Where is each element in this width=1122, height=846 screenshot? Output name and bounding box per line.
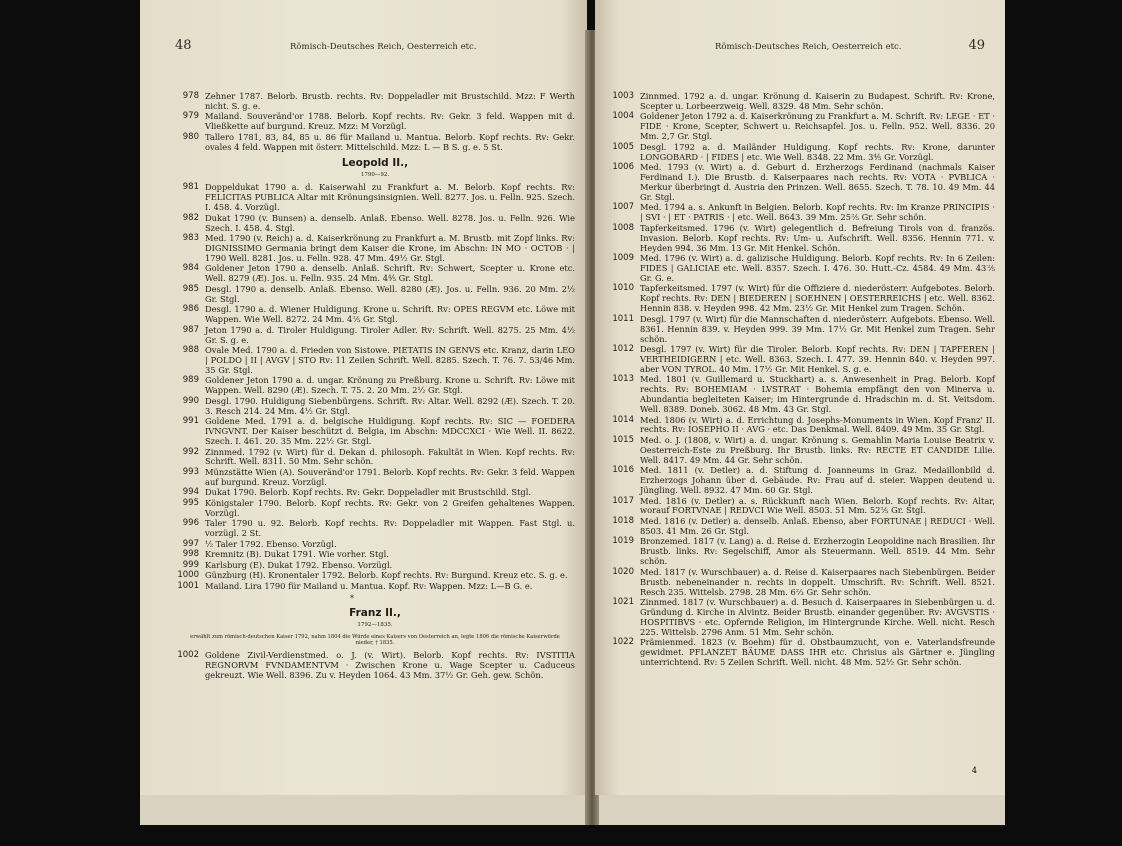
catalog-entry (175, 540, 575, 550)
entry-text: Kremnitz (B). Dukat 1791. Wie vorher. Stgl. (205, 549, 389, 560)
entry-text: Goldener Jeton 1792 a. d. Kaiserkrönung zu Frankfurt a. M. Schrift. Rv: LEGE · ET · FIDE · Krone, Scepter, Schwert u. Reichsapfel. Jos. u. Felln. 952. Well. 8336. 20 Mm. 2,7 Gr. Stgl. (640, 111, 995, 142)
catalog-entry (175, 264, 575, 284)
entry-number: 1016 (612, 465, 634, 476)
catalog-entry (175, 183, 575, 213)
entry-number: 990 (182, 395, 199, 406)
catalog-entry (610, 284, 995, 314)
catalog-entry (175, 112, 575, 132)
entry-text: Med. 1794 a. s. Ankunft in Belgien. Belorb. Kopf rechts. Rv: Im Kranze PRINCIPIS · | SVI · | ET · PATRIS · | etc. Well. 8643. 39 Mm. 25⅖ Gr. Sehr schön. (640, 202, 995, 223)
catalog-entry (610, 345, 995, 375)
entry-text: Med. 1816 (v. Detler) a. denselb. Anlaß. Ebenso, aber FORTUNAE | REDUCI · Well. 8503. 41 Mm. 26 Gr. Stgl. (640, 515, 995, 536)
catalog-entry (175, 92, 575, 112)
entry-number: 994 (182, 487, 199, 498)
catalog-entry (610, 203, 995, 223)
entry-number: 1013 (612, 374, 634, 385)
entry-number: 1015 (612, 434, 634, 445)
entry-text: Med. 1817 (v. Wurschbauer) a. d. Reise d. Kaiserpaares nach Siebenbürgen. Beider Brustb. nebeneinander n. rechts in doppelt. Umschrift. Rv: Schrift. Well. 8521. Resch 235. Wittelsb. 2798. 28 Mm. 6⅔ Gr. Sehr schön. (640, 566, 995, 597)
entry-text: Zinnmed. 1817 (v. Wurschbauer) a. d. Besuch d. Kaiserpaares in Siebenbürgen u. d. Gründung d. Kirche in Alvintz. Beider Brustb. einander gegenüber. Rv: AVGVSTIS · HOSPITIBVS · etc. Opfernde Religion, im Hintergrunde Kirche. Well. nicht. Resch 225. Wittelsb. 2796 Anm. 51 Mm. Sehr schön. (640, 597, 995, 637)
entry-number: 1012 (612, 344, 634, 354)
catalog-entry (175, 305, 575, 325)
catalog-entry (610, 163, 995, 203)
entry-number: 1000 (177, 570, 199, 581)
catalog-entry (610, 92, 995, 112)
catalog-entry (175, 651, 575, 681)
catalog-entry (175, 582, 575, 592)
entry-text: Mailand. Lira 1790 für Mailand u. Mantua. Kopf. Rv: Wappen. Mzz: L—B G. e. (205, 580, 533, 591)
entry-text: Med. 1790 (v. Reich) a. d. Kaiserkrönung zu Frankfurt a. M. Brustb. mit Zopf links. Rv: DIGNISSIMO Germania bringt dem Kaiser die Krone, im Abschn: IN MO · OCTOB · | 1790 Well. 8281. Jos. u. Felln. 928. 47 Mm. 49½ Gr. Stgl. (205, 233, 575, 263)
entry-number: 989 (182, 375, 199, 386)
left-page-number: 48 (175, 38, 192, 53)
catalog-entry (610, 598, 995, 638)
entries-c (175, 651, 575, 681)
catalog-entry (610, 254, 995, 284)
entry-number: 998 (182, 549, 199, 560)
entry-text: Doppeldukat 1790 a. d. Kaiserwahl zu Frankfurt a. M. Belorb. Kopf rechts. Rv: FELICITAS PUBLICA Altar mit Krönungsinsignien. Well. 8277. Jos. u. Felln. 925. Szech. I. 458. 4. Vorzügl. (205, 182, 575, 213)
entry-number: 987 (182, 324, 199, 335)
left-column (175, 92, 575, 682)
entry-text: Desgl. 1792 a. d. Mailänder Huldigung. Kopf rechts. Rv: Krone, darunter LONGOBARD · | FIDES | etc. Wie Well. 8348. 22 Mm. 3⅘ Gr. Vorzügl. (640, 141, 995, 162)
entry-text: Desgl. 1797 (v. Wirt) für die Tiroler. Belorb. Kopf rechts. Rv: DEN | TAPFEREN | VERTHEIDIGERN | etc. Well. 8363. Szech. I. 477. 39. Hennin 840. v. Heyden 997. aber VON TYROL. 40 Mm. 17½ Gr. Mit Henkel. S. g. e. (640, 344, 995, 374)
catalog-entry (175, 468, 575, 488)
entry-number: 1019 (612, 536, 634, 547)
left-running-header: Römisch-Deutsches Reich, Oesterreich etc. (290, 42, 477, 52)
catalog-entry (610, 416, 995, 436)
section-leopold (175, 156, 575, 181)
entry-text: Med. 1816 (v. Detler) a. s. Rückkunft nach Wien. Belorb. Kopf rechts. Rv: Altar, worauf FORTVNAE | REDVCI Wie Well. 8503. 51 Mm. 52⅖ Gr. Stgl. (640, 495, 995, 516)
entry-text: Jeton 1790 a. d. Tiroler Huldigung. Tiroler Adler. Rv: Schrift. Well. 8275. 25 Mm. 4½ Gr. S. g. e. (205, 324, 575, 345)
catalog-entry (610, 112, 995, 142)
entry-text: Bronzemed. 1817 (v. Lang) a. d. Reise d. Erzherzogin Leopoldine nach Brasilien. Ihr Brustb. links. Rv: Segelschiff, Amor als Steuermann. Well. 8519. 44 Mm. Sehr schön. (640, 536, 995, 567)
entry-number: 1001 (177, 580, 199, 591)
catalog-entry (610, 375, 995, 415)
entry-text: Goldene Zivil-Verdienstmed. o. J. (v. Wirt). Belorb. Kopf rechts. Rv: IVSTITIA REGNORVM FVNDAMENTVM · Zwischen Krone u. Wage Scepter u. Caduceus gekreuzt. Wie Well. 8396. Zu v. Heyden 1064. 43 Mm. 37½ Gr. Geh. gew. Schön. (205, 650, 575, 681)
entry-text: Tapferkeitsmed. 1797 (v. Wirt) für die Offiziere d. niederösterr. Aufgebotes. Belorb. Kopf rechts. Rv: DEN | BIEDEREN | SOEHNEN | OESTERREICHS | etc. Well. 8362. Hennin 838. v. Heyden 998. 42 Mm. 23½ Gr. Mit Henkel zum Tragen. Schön. (640, 283, 995, 314)
catalog-entry (175, 397, 575, 417)
entry-number: 1006 (612, 162, 634, 173)
catalog-entry (175, 499, 575, 519)
entries-b (175, 183, 575, 591)
entry-number: 1017 (612, 495, 634, 506)
entry-text: Königstaler 1790. Belorb. Kopf rechts. Rv: Gekr. von 2 Greifen gehaltenes Wappen. Vorzügl. (205, 497, 575, 518)
entry-text: Mailand. Souveränd'or 1788. Belorb. Kopf rechts. Rv: Gekr. 3 feld. Wappen mit d. Vließkette auf burgund. Kreuz. Mzz: M Vorzügl. (205, 111, 575, 132)
catalog-entry (175, 417, 575, 447)
entry-number: 1003 (612, 91, 634, 101)
left-page (140, 0, 587, 795)
entry-text: Goldene Med. 1791 a. d. belgische Huldigung. Kopf rechts. Rv: SIC — FOEDERA IVNGVNT. Der Kaiser beschützt d. Belgia, im Abschn: MDCCXCI · Wie Well. II. 8622. Szech. I. 461. 20. 35 Mm. 22½ Gr. Stgl. (205, 416, 575, 447)
entry-text: Ovale Med. 1790 a. d. Frieden von Sistowe. PIETATIS IN GENVS etc. Kranz, darin LEO | POLDO | II | AVGV | STO Rv: 11 Zeilen Schrift. Well. 8285. Szech. T. 76. 7. 53/46 Mm. 35 Gr. Stgl. (205, 345, 575, 375)
entry-text: Tallero 1781, 83, 84, 85 u. 86 für Mailand u. Mantua. Belorb. Kopf rechts. Rv: Gekr. ovales 4 feld. Wappen mit österr. Mittelschild. Mzz: L — B S. g. e. 5 St. (205, 131, 575, 152)
entry-number: 981 (182, 182, 199, 193)
entry-number: 986 (182, 304, 199, 315)
catalog-entry (175, 285, 575, 305)
entry-text: Med. 1796 (v. Wirt) a. d. galizische Huldigung. Belorb. Kopf rechts. Rv: In 6 Zeilen: FIDES | GALICIAE etc. Well. 8357. Szech. I. 476. 30. Hutt.-Cz. 4584. 49 Mm. 43⅖ Gr. G. e. (640, 253, 995, 283)
catalog-entry (610, 537, 995, 567)
catalog-entry (610, 315, 995, 345)
right-column (610, 92, 995, 669)
catalog-entry (610, 497, 995, 517)
entry-number: 997 (182, 538, 199, 549)
catalog-entry (610, 143, 995, 163)
entry-text: Zinnmed. 1792 (v. Wirt) für d. Dekan d. philosoph. Fakultät in Wien. Kopf rechts. Rv: Schrift. Well. 8311. 50 Mm. Sehr schön. (205, 446, 575, 467)
entry-text: Karlsburg (E). Dukat 1792. Ebenso. Vorzügl. (205, 559, 393, 570)
entry-text: Med. 1801 (v. Guillemard u. Stuckhart) a. s. Anwesenheit in Prag. Belorb. Kopf rechts. Rv: BOHEMIAM · LVSTRAT · Bohemia empfängt den von Minerva u. Abundantia begleiteten Kaiser; im Hintergrunde d. Hradschin m. d. St. Veitsdom. Well. 8389. Doneb. 3062. 48 Mm. 43 Gr. Stgl. (640, 374, 995, 415)
entry-text: Med. 1806 (v. Wirt) a. d. Errichtung d. Josephs-Monuments in Wien. Kopf Franz' II. rechts. Rv: IOSEPHO II · AVG · etc. Das Denkmal. Well. 8409. 49 Mm. 35 Gr. Stgl. (640, 414, 995, 435)
catalog-entry (175, 133, 575, 153)
entry-text: Goldener Jeton 1790 a. d. ungar. Krönung zu Preßburg. Krone u. Schrift. Rv: Löwe mit Wappen. Well. 8290 (Æ). Szech. T. 75. 2. 20 Mm. 2½ Gr. Stgl. (205, 375, 575, 396)
entry-text: Desgl. 1790 a. d. Wiener Huldigung. Krone u. Schrift. Rv: OPES REGVM etc. Löwe mit Wappen. Wie Well. 8272. 24 Mm. 4⅖ Gr. Stgl. (205, 304, 575, 325)
entry-text: Desgl. 1790 a. denselb. Anlaß. Ebenso. Well. 8280 (Æ). Jos. u. Felln. 936. 20 Mm. 2½ Gr. Stgl. (205, 283, 575, 304)
right-page (595, 0, 1005, 795)
entry-number: 1008 (612, 222, 634, 233)
entry-number: 978 (182, 91, 199, 101)
entry-number: 982 (182, 212, 199, 223)
entry-text: Günzburg (H). Kronentaler 1792. Belorb. Kopf rechts. Rv: Burgund. Kreuz etc. S. g. e. (205, 570, 568, 581)
entry-text: Med. o. J. (1808, v. Wirt) a. d. ungar. Krönung s. Gemahlin Maria Louise Beatrix v. Oesterreich-Este zu Preßburg. Ihr Brustb. links. Rv: RECTE ET CANDIDE Lilie. Well. 8417. 49 Mm. 44 Gr. Sehr schön. (640, 434, 995, 465)
entry-number: 985 (182, 283, 199, 294)
entry-number: 991 (182, 416, 199, 427)
entry-text: Prämienmed. 1823 (v. Boehm) für d. Obstbaumzucht, von e. Vaterlandsfreunde gewidmet. PFLANZET BÄUME DASS IHR etc. Chrisius als Gärtner e. Jüngling unterrichtend. Rv: 5 Zeilen Schrift. Well. nicht. 48 Mm. 52½ Gr. Sehr schön. (640, 637, 995, 668)
entry-number: 1005 (612, 141, 634, 152)
entry-number: 1021 (612, 597, 634, 607)
section-years: 1790—92. (360, 171, 390, 178)
section-note: erwählt zum römisch-deutschen Kaiser 1792, nahm 1804 die Würde eines Kaisers von Oesterreich an, legte 1806 die römische Kaiserwürde nieder, † 1835. (190, 634, 560, 647)
catalog-entry (175, 571, 575, 581)
entry-number: 984 (182, 263, 199, 274)
entry-number: 1014 (612, 414, 634, 425)
entry-text: Taler 1790 u. 92. Belorb. Kopf rechts. Rv: Doppeladler mit Wappen. Fast Stgl. u. vorzügl. 2 St. (205, 518, 575, 539)
entry-number: 1018 (612, 515, 634, 526)
catalog-entry (610, 638, 995, 668)
entry-number: 993 (182, 466, 199, 477)
entry-number: 1009 (612, 253, 634, 264)
entry-text: Desgl. 1797 (v. Wirt) für die Mannschaften d. niederösterr. Aufgebots. Ebenso. Well. 8361. Hennin 839. v. Heyden 999. 39 Mm. 17½ Gr. Mit Henkel zum Tragen. Sehr schön. (640, 313, 995, 344)
catalog-entry (175, 234, 575, 264)
entry-text: Desgl. 1790. Huldigung Siebenbürgens. Schrift. Rv: Altar. Well. 8292 (Æ). Szech. T. 20. 3. Resch 214. 24 Mm. 4½ Gr. Stgl. (205, 395, 575, 416)
entry-text: Dukat 1790. Belorb. Kopf rechts. Rv: Gekr. Doppeladler mit Brustschild. Stgl. (205, 487, 532, 498)
catalog-entry (610, 436, 995, 466)
entry-text: Med. 1793 (v. Wirt) a. d. Geburt d. Erzherzogs Ferdinand (nachmals Kaiser Ferdinand I.). Die Brustb. d. Kaiserpaares nach rechts. Rv: VOTA · PVBLICA · Merkur überbringt d. Austria den Prinzen. Well. 8655. Szech. T. 78. 10. 49 Mm. 44 Gr. Stgl. (640, 162, 995, 202)
entry-number: 1002 (177, 650, 199, 661)
catalog-entry (610, 466, 995, 496)
entry-number: 999 (182, 559, 199, 570)
entry-text: ½ Taler 1792. Ebenso. Vorzügl. (205, 538, 337, 549)
entry-text: Zinnmed. 1792 a. d. ungar. Krönung d. Kaiserin zu Budapest. Schrift. Rv: Krone, Scepter u. Lorbeerzweig. Well. 8329. 48 Mm. Sehr schön. (640, 91, 995, 111)
catalog-entry (610, 224, 995, 254)
entry-number: 988 (182, 345, 199, 356)
entry-number: 980 (182, 131, 199, 142)
entry-text: Goldener Jeton 1790 a. denselb. Anlaß. Schrift. Rv: Schwert, Scepter u. Krone etc. Well. 8279 (Æ). Jos. u. Felln. 935. 24 Mm. 4⅘ Gr. Stgl. (205, 263, 575, 284)
section-franz (175, 609, 575, 631)
entry-number: 995 (182, 497, 199, 508)
catalog-entry (175, 214, 575, 234)
entry-number: 1022 (612, 637, 634, 648)
entry-text: Zehner 1787. Belorb. Brustb. rechts. Rv: Doppeladler mit Brustschild. Mzz: F Werth nicht. S. g. e. (205, 91, 575, 111)
catalog-entry (175, 488, 575, 498)
catalog-entry (175, 448, 575, 468)
section-title: Franz II., (349, 607, 401, 620)
entry-text: Tapferkeitsmed. 1796 (v. Wirt) gelegentlich d. Befreiung Tirols von d. französ. Invasion. Belorb. Kopf rechts. Rv: Um- u. Aufschrift. Well. 8356. Hennin 771. v. Heyden 994. 36 Mm. 13 Gr. Mit Henkel. Schön. (640, 222, 995, 253)
signature-mark: 4 (971, 766, 977, 775)
catalog-entry (175, 326, 575, 346)
entry-text: Med. 1811 (v. Detler) a. d. Stiftung d. Joanneums in Graz. Medaillonbild d. Erzherzogs Johann über d. Gebäude. Rv: Frau auf d. steier. Wappen deutend u. Jüngling. Well. 8932. 47 Mm. 60 Gr. Stgl. (640, 465, 995, 496)
section-years: 1792—1835. (357, 622, 393, 629)
section-title: Leopold II., (341, 156, 409, 169)
entry-number: 1010 (612, 283, 634, 294)
entries-right (610, 92, 995, 668)
entry-number: 1007 (612, 202, 634, 213)
catalog-entry (175, 519, 575, 539)
entry-text: Münzstätte Wien (A). Souveränd'or 1791. Belorb. Kopf rechts. Rv: Gekr. 3 feld. Wappen auf burgund. Kreuz. Vorzügl. (205, 466, 575, 487)
right-running-header: Römisch-Deutsches Reich, Oesterreich etc. (715, 42, 902, 52)
entry-number: 992 (182, 446, 199, 457)
entry-number: 1004 (612, 111, 634, 122)
entry-number: 1011 (612, 313, 634, 324)
catalog-entry (175, 376, 575, 396)
catalog-entry (610, 568, 995, 598)
catalog-entry (175, 346, 575, 376)
star-mark: * (350, 593, 354, 603)
entries-a (175, 92, 575, 153)
catalog-entry (610, 517, 995, 537)
entry-text: Dukat 1790 (v. Bunsen) a. denselb. Anlaß. Ebenso. Well. 8278. Jos. u. Felln. 926. Wie Szech. I. 458. 4. Stgl. (205, 212, 575, 233)
entry-number: 979 (182, 111, 199, 122)
right-page-number: 49 (968, 38, 985, 53)
catalog-entry (175, 550, 575, 560)
catalog-entry (175, 561, 575, 571)
entry-number: 1020 (612, 566, 634, 577)
entry-number: 983 (182, 233, 199, 244)
entry-number: 996 (182, 518, 199, 529)
